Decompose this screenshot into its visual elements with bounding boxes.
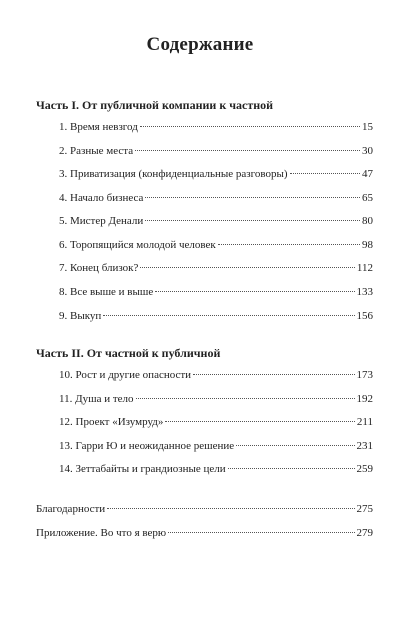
toc-entry[interactable] xyxy=(59,369,373,385)
page-number: 133 xyxy=(356,286,373,298)
page-number: 65 xyxy=(362,192,373,204)
part-heading: Часть I. От публичной компании к частной xyxy=(36,98,274,112)
toc-entry[interactable] xyxy=(59,440,373,456)
dot-leader xyxy=(135,150,360,151)
toc-entry[interactable] xyxy=(59,145,373,161)
page-number: 15 xyxy=(362,121,373,133)
dot-leader xyxy=(228,468,355,469)
chapter-title: 8. Все выше и выше xyxy=(59,286,154,298)
page-number: 112 xyxy=(356,262,373,274)
page-number: 30 xyxy=(362,145,373,157)
dot-leader xyxy=(107,508,354,509)
toc-entry[interactable] xyxy=(59,416,373,432)
dot-leader xyxy=(103,315,354,316)
dot-leader xyxy=(165,421,355,422)
dot-leader xyxy=(236,445,354,446)
dot-leader xyxy=(145,220,360,221)
chapter-title: 1. Время невзгод xyxy=(59,121,138,133)
toc-entry[interactable] xyxy=(59,121,373,137)
dot-leader xyxy=(155,291,354,292)
page-title: Содержание xyxy=(146,34,254,55)
toc-entry[interactable] xyxy=(59,239,373,255)
page-number: 192 xyxy=(356,393,373,405)
page-number: 211 xyxy=(356,416,373,428)
dot-leader xyxy=(136,398,355,399)
toc-entry[interactable] xyxy=(59,192,373,208)
dot-leader xyxy=(145,197,360,198)
toc-entry[interactable] xyxy=(36,527,373,543)
toc-entry[interactable] xyxy=(59,286,373,302)
chapter-title: 3. Приватизация (конфиденциальные разговоры) xyxy=(59,168,288,180)
part-heading: Часть II. От частной к публичной xyxy=(36,346,221,360)
page-number: 279 xyxy=(356,527,373,539)
page-number: 275 xyxy=(356,503,373,515)
dot-leader xyxy=(218,244,360,245)
toc-entry[interactable] xyxy=(59,393,373,409)
dot-leader xyxy=(193,374,354,375)
chapter-title: 6. Торопящийся молодой человек xyxy=(59,239,216,251)
page-number: 80 xyxy=(362,215,373,227)
page-number: 173 xyxy=(356,369,373,381)
section-title: Благодарности xyxy=(36,503,106,515)
dot-leader xyxy=(168,532,354,533)
toc-entry[interactable] xyxy=(36,503,373,519)
toc-entry[interactable] xyxy=(59,463,373,479)
dot-leader xyxy=(290,173,360,174)
chapter-title: 13. Гарри Ю и неожиданное решение xyxy=(59,440,235,452)
chapter-title: 4. Начало бизнеса xyxy=(59,192,144,204)
chapter-title: 12. Проект «Изумруд» xyxy=(59,416,164,428)
chapter-title: 2. Разные места xyxy=(59,145,134,157)
page-number: 156 xyxy=(356,310,373,322)
chapter-title: 11. Душа и тело xyxy=(59,393,134,405)
page-number: 98 xyxy=(362,239,373,251)
toc-entry[interactable] xyxy=(59,310,373,326)
chapter-title: 9. Выкуп xyxy=(59,310,102,322)
section-title: Приложение. Во что я верю xyxy=(36,527,167,539)
chapter-title: 10. Рост и другие опасности xyxy=(59,369,192,381)
toc-entry[interactable] xyxy=(59,168,373,184)
dot-leader xyxy=(140,126,360,127)
toc-entry[interactable] xyxy=(59,262,373,278)
page-number: 231 xyxy=(356,440,373,452)
page-number: 47 xyxy=(362,168,373,180)
chapter-title: 14. Зеттабайты и грандиозные цели xyxy=(59,463,226,475)
page-number: 259 xyxy=(356,463,373,475)
chapter-title: 7. Конец близок? xyxy=(59,262,139,274)
dot-leader xyxy=(140,267,355,268)
chapter-title: 5. Мистер Денали xyxy=(59,215,144,227)
toc-entry[interactable] xyxy=(59,215,373,231)
